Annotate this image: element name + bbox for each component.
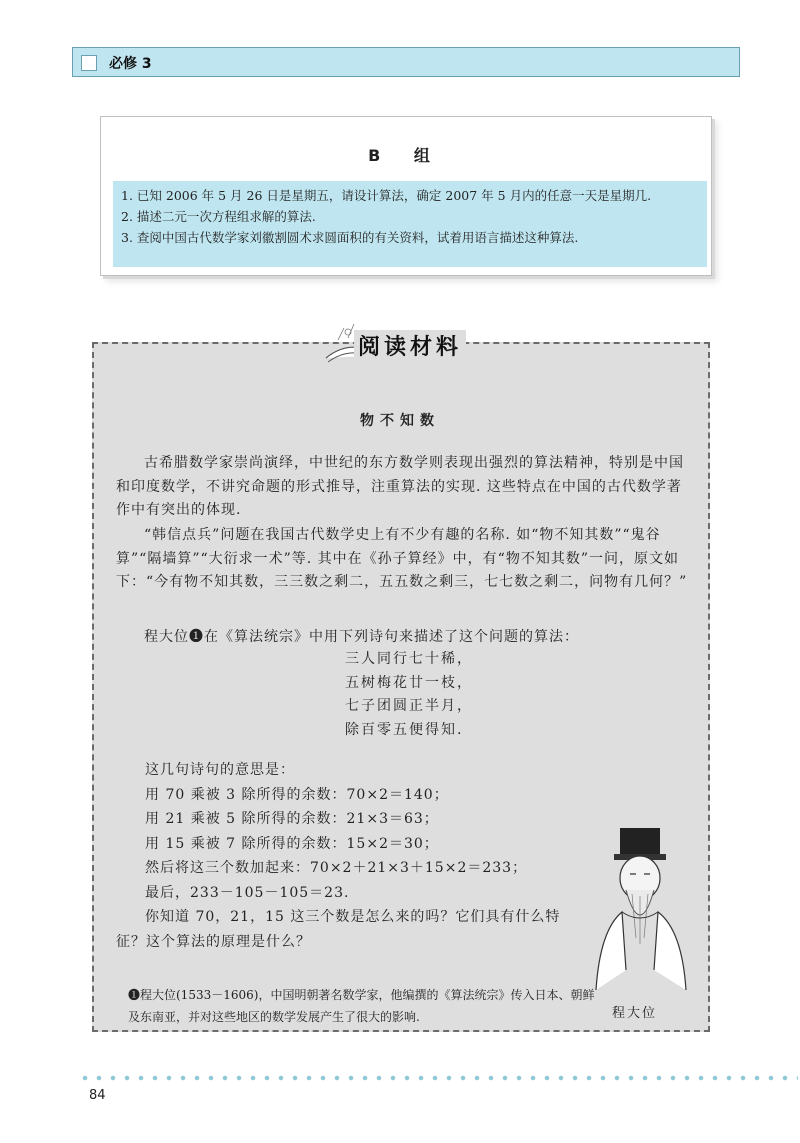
poem-line: 三人同行七十稀， [345,651,473,667]
paragraph: “韩信点兵”问题在我国古代数学史上有不少有趣的名称. 如“物不知其数”“鬼谷算”“隔墙算”“大衍求一术”等. 其中在《孙子算经》中，有“物不知其数”一问，原文如下：“今有物不知其数，三三数之剩二，五五数之剩三，七七数之剩二，问物有几何？” [116,527,688,590]
page-number: 84 [89,1088,106,1103]
calc-line: 最后，233－105－105＝23. [145,884,350,901]
paragraph: 古希腊数学家崇尚演绎，中世纪的东方数学则表现出强烈的算法精神，特别是中国和印度数学，不讲究命题的形式推导，注重算法的实现. 这些特点在中国的古代数学著作中有突出的体现. [116,455,684,518]
poem-line: 除百零五便得知. [345,721,464,738]
reading-badge [318,318,502,370]
footnote: ❶程大位(1533－1606)，中国明朝著名数学家，他编撰的《算法统宗》传入日本、朝鲜及东南亚，并对这些地区的数学发展产生了很大的影响. [128,988,595,1024]
exercise-item: 2. 描述二元一次方程组求解的算法. [121,209,316,224]
article-title: 物不知数 [360,413,440,429]
exercise-item: 3. 查阅中国古代数学家刘徽割圆术求圆面积的有关资料，试着用语言描述这种算法. [121,230,579,245]
header-square-icon [81,55,97,71]
question-line: 征？这个算法的原理是什么？ [116,934,311,950]
paragraph: 程大位❶在《算法统宗》中用下列诗句来描述了这个问题的算法： [144,629,579,645]
header-bar [72,47,740,77]
exercise-box [100,116,712,276]
portrait-caption: 程大位 [612,1006,658,1021]
cheng-dawei-portrait-icon [586,820,696,996]
header-label: 必修 3 [109,56,152,72]
dotted-divider [78,1075,798,1081]
poem [345,648,473,742]
calc-line: 然后将这三个数加起来：70×2＋21×3＋15×2＝233； [145,860,528,876]
exercise-list [113,181,707,267]
poem-line: 五树梅花廿一枝， [345,674,473,691]
calc-line: 这几句诗句的意思是： [145,762,295,778]
reading-badge-title: 阅读材料 [354,330,466,361]
calc-line: 用 70 乘被 3 除所得的余数：70×2＝140； [145,786,449,803]
calc-line: 用 21 乘被 5 除所得的余数：21×3＝63； [145,811,439,827]
calculation-steps [145,758,615,905]
exercise-item: 1. 已知 2006 年 5 月 26 日是星期五，请设计算法，确定 2007 年 5 月内的任意一天是星期几. [121,188,652,203]
exercise-title: B 组 [368,146,444,165]
poem-line: 七子团圆正半月， [345,698,473,714]
calc-line: 用 15 乘被 7 除所得的余数：15×2＝30； [145,835,439,852]
question-line: 你知道 70，21，15 这三个数是怎么来的吗？它们具有什么特 [145,909,561,925]
